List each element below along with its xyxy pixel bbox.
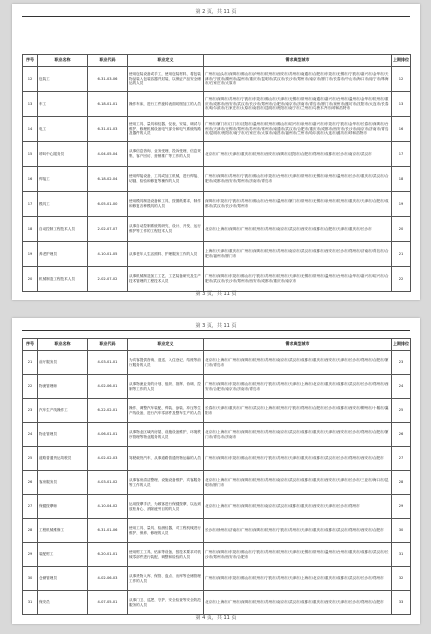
occupation-code: 4-10-01-05 xyxy=(88,242,128,267)
occupation-code: 2-02-07-07 xyxy=(88,217,128,242)
header-divider xyxy=(22,16,410,17)
table-row xyxy=(23,267,411,292)
occupation-definition: 使用钳工工具、钻床等设备，按技术要求对机械零部件进行装配、调整和检验的人员 xyxy=(128,543,204,567)
col-header-cities: 需求典型城市 xyxy=(204,339,392,351)
occupation-code: 2-02-07-02 xyxy=(88,267,128,292)
occupation-code: 4-07-05-01 xyxy=(88,591,128,615)
demand-cities: 北京市/上海市/广州市/深圳市/杭州市/苏州市/南京市/武汉市/成都市/重庆市/西安市/天津市/长沙市/郑州市/合肥市/厦门市/青岛市 xyxy=(204,351,392,375)
occupation-code: 4-03-01-02 xyxy=(88,471,128,495)
occupation-name: 前厅服务员 xyxy=(38,351,88,375)
table-row xyxy=(23,142,411,167)
occupation-definition: 为宾客提供咨询、迎送、入住登记、结账等前厅服务的人员 xyxy=(128,351,204,375)
occupation-name: 车工 xyxy=(38,92,88,117)
occupation-name: 呼叫中心服务员 xyxy=(38,142,88,167)
occupation-definition: 使用工具、量具和仪器、仪表，安装、调试与维护、修理机械设备电气部分和电气系统线路及器件的人员 xyxy=(128,117,204,142)
previous-rank: 29 xyxy=(392,495,411,519)
table-row xyxy=(23,92,411,117)
col-header-no: 序号 xyxy=(23,55,38,67)
occupation-name: 模具工 xyxy=(38,192,88,217)
occupation-code: 4-03-01-01 xyxy=(88,351,128,375)
previous-rank: 17 xyxy=(392,142,411,167)
occupation-name: 自动控制工程技术人员 xyxy=(38,217,88,242)
occupation-definition: 从事信息咨询、业务受理、投诉受理、信息采集、客户回访、营销推广等工作的人员 xyxy=(128,142,204,167)
document-page-1 xyxy=(12,4,420,300)
previous-rank: 27 xyxy=(392,447,411,471)
previous-rank: 31 xyxy=(392,543,411,567)
occupation-definition: 使用包装设备或手工，使用包装材料，将包装物品装入包装容器并封装，以保证产品安全储运的人员 xyxy=(128,67,204,92)
row-number: 16 xyxy=(23,167,38,192)
occupation-definition: 从事物流业务的计划、组织、指挥、协调、控制等工作的人员 xyxy=(128,375,204,399)
occupation-definition: 运用按摩手法，为顾客进行保健按摩，以达到放松身心、消除疲劳目的的人员 xyxy=(128,495,204,519)
occupation-definition: 操作、调整汽车装配、焊装、涂装、冲压等生产线设备，进行汽车零部件及整车生产的人员 xyxy=(128,399,204,423)
col-header-definition: 职业定义 xyxy=(128,339,204,351)
table-row xyxy=(23,192,411,217)
occupation-definition: 使用模具制造设备和工具，按图纸要求，制作和修复各种模具的人员 xyxy=(128,192,204,217)
occupation-code: 6-05-01-00 xyxy=(88,192,128,217)
col-header-name: 职业名称 xyxy=(38,55,88,67)
row-number: 24 xyxy=(23,423,38,447)
previous-rank: 30 xyxy=(392,519,411,543)
occupation-table xyxy=(22,338,411,615)
demand-cities: 深圳市/东莞市/宁波市/苏州市/佛山市/台州市/温州市/厦门市/常州市/无锡市/泉州市/杭州市/重庆市/天津市/合肥市/成都市/武汉市/长沙市/郑州市 xyxy=(204,192,392,217)
occupation-name: 养老护理员 xyxy=(38,242,88,267)
occupation-code: 6-31-01-06 xyxy=(88,519,128,543)
occupation-code: 4-02-06-03 xyxy=(88,567,128,591)
occupation-definition: 从事机械制造加工工艺、工艺装备研究及生产技术管理的工程技术人员 xyxy=(128,267,204,292)
page-header: 第 3 页，共 11 页 xyxy=(195,323,237,329)
col-header-code: 职业代码 xyxy=(88,55,128,67)
occupation-code: 4-06-01-01 xyxy=(88,423,128,447)
occupation-name: 道路普通货运驾驶员 xyxy=(38,447,88,471)
header-divider xyxy=(22,330,410,331)
previous-rank: 19 xyxy=(392,192,411,217)
occupation-name: 物流管理师 xyxy=(38,375,88,399)
row-number: 15 xyxy=(23,142,38,167)
table-body xyxy=(23,351,411,615)
table-header-row xyxy=(23,55,411,67)
table-row xyxy=(23,167,411,192)
occupation-code: 4-02-02-03 xyxy=(88,447,128,471)
demand-cities: 广州市/深圳市/苏州市/宁波市/佛山市/东莞市/台州市/天津市/常州市/无锡市/泉州市/温州市/长沙市/重庆市/武汉市/合肥市/成都市/西安市/郑州市/济南市/青岛市 xyxy=(204,167,392,192)
page-footer: 第 3 页，共 11 页 xyxy=(195,291,237,297)
occupation-definition: 使用工具、量具、检测仪器，对工程机械进行维护、保养、修理的人员 xyxy=(128,519,204,543)
previous-rank: 32 xyxy=(392,567,411,591)
occupation-name: 物业管理员 xyxy=(38,423,88,447)
table-row xyxy=(23,351,411,375)
occupation-name: 电工 xyxy=(38,117,88,142)
previous-rank: 16 xyxy=(392,117,411,142)
occupation-name: 仓储管理员 xyxy=(38,567,88,591)
col-header-rank: 上期排位 xyxy=(392,339,411,351)
row-number: 21 xyxy=(23,351,38,375)
col-header-rank: 上期排位 xyxy=(392,55,411,67)
demand-cities: 北京市/上海市/广州市/深圳市/杭州市/苏州市/南京市/武汉市/成都市/重庆市/天津市/西安市/长沙市/郑州市/合肥市/厦门市/青岛市/济南市 xyxy=(204,423,392,447)
table-row xyxy=(23,67,411,92)
occupation-name: 装配钳工 xyxy=(38,543,88,567)
occupation-code: 6-18-02-04 xyxy=(88,167,128,192)
col-header-cities: 需求典型城市 xyxy=(204,55,392,67)
occupation-name: 工程机械维修工 xyxy=(38,519,88,543)
demand-cities: 北京市/上海市/广州市/深圳市/杭州市/苏州市/南京市/武汉市/成都市/重庆市/西安市/天津市/长沙市/三亚市/海口市/昆明市/厦门市 xyxy=(204,471,392,495)
previous-rank: 22 xyxy=(392,267,411,292)
occupation-definition: 从事自动控制系统的研究、设计、开发、运行维护等工作的工程技术人员 xyxy=(128,217,204,242)
occupation-code: 6-22-02-01 xyxy=(88,399,128,423)
row-number: 30 xyxy=(23,567,38,591)
occupation-definition: 从事老年人生活照料、护理服务工作的人员 xyxy=(128,242,204,267)
table-row xyxy=(23,519,411,543)
table-body xyxy=(23,67,411,292)
table-row xyxy=(23,471,411,495)
previous-rank: 23 xyxy=(392,351,411,375)
previous-rank: 25 xyxy=(392,399,411,423)
occupation-name: 包装工 xyxy=(38,67,88,92)
row-number: 29 xyxy=(23,543,38,567)
previous-rank: 28 xyxy=(392,471,411,495)
table-row xyxy=(23,423,411,447)
occupation-definition: 从事客房清洁整理、设施设备维护、宾客服务等工作的人员 xyxy=(128,471,204,495)
demand-cities: 广州市/厦门市/江门市/沈阳市/温州市/杭州市/佛山市/绍兴市/泉州市/嘉兴市/东莞市/宁波市/金华市/长春市/深圳市/台州市/天津市/无锡市/郑州市/苏州市/常州市/南通市/武汉市/合肥市/重庆市/成都市/西安市/长沙市/南京市/济南市/青岛市/昆明市/贵阳市/南宁市/石家庄市/太原市/南昌市/福州市/兰州市/哈尔滨市/大连市/潍坊市/呼和浩特市 xyxy=(204,117,392,142)
table-row xyxy=(23,399,411,423)
occupation-definition: 操作车床，进行工件旋转表面切削加工的人员 xyxy=(128,92,204,117)
row-number: 18 xyxy=(23,217,38,242)
demand-cities: 广州市/深圳市/苏州市/宁波市/东莞市/佛山市/天津市/无锡市/常州市/南通市/嘉兴市/台州市/温州市/金华市/杭州市/重庆市/成都市/西安市/武汉市/长沙市/郑州市/合肥市/南京市/济南市/青岛市/厦门市/泉州市/潍坊市/沈阳市/大连市/长春市/哈尔滨市/石家庄市/太原市/南昌市/昆明市/贵阳市/南宁市/兰州市/乌鲁木齐市/呼和浩特市 xyxy=(204,92,392,117)
demand-cities: 广州市/深圳市/东莞市/佛山市/杭州市/宁波市/苏州市/天津市/上海市/北京市/重庆市/成都市/武汉市/长沙市/郑州市 xyxy=(204,567,392,591)
previous-rank: 26 xyxy=(392,423,411,447)
demand-cities: 长春市/天津市/重庆市/广州市/武汉市/上海市/杭州市/宁波市/郑州市/合肥市/长沙市/成都市/西安市/柳州市/十堰市/襄阳市 xyxy=(204,399,392,423)
row-number: 27 xyxy=(23,495,38,519)
row-number: 20 xyxy=(23,267,38,292)
page-header: 第 2 页，共 11 页 xyxy=(195,9,237,15)
demand-cities: 广州市/汕头市/深圳市/佛山市/泸州市/杭州市/西安市/苏州市/南通市/合肥市/东莞市/无锡市/宁波市/嘉兴市/金华市/天津市/宁波市/湖州市/温州市/重庆市/昆明市/武汉市/长沙市/郑州市/南京市/厦门市/长春市/中山市/海口市/南宁市/珠海市/石家庄市/太原市 xyxy=(204,67,392,92)
row-number: 22 xyxy=(23,375,38,399)
previous-rank: 33 xyxy=(392,591,411,615)
occupation-code: 6-18-01-01 xyxy=(88,92,128,117)
occupation-definition: 驾驶载货汽车，从事道路普通货物运输的人员 xyxy=(128,447,204,471)
previous-rank: 24 xyxy=(392,375,411,399)
occupation-code: 4-02-06-01 xyxy=(88,375,128,399)
occupation-name: 保健按摩师 xyxy=(38,495,88,519)
demand-cities: 北京市/上海市/深圳市/广州市/杭州市/苏州市/南京市/武汉市/西安市/成都市/合肥市/天津市/重庆市/长沙市 xyxy=(204,217,392,242)
row-number: 13 xyxy=(23,92,38,117)
occupation-table xyxy=(22,54,411,292)
occupation-code: 6-20-01-01 xyxy=(88,543,128,567)
table-row xyxy=(23,567,411,591)
table-row xyxy=(23,375,411,399)
col-header-name: 职业名称 xyxy=(38,339,88,351)
previous-rank: 18 xyxy=(392,167,411,192)
row-number: 12 xyxy=(23,67,38,92)
occupation-code: 4-10-04-02 xyxy=(88,495,128,519)
demand-cities: 广州市/深圳市/东莞市/佛山市/宁波市/苏州市/杭州市/天津市/无锡市/常州市/温州市/台州市/重庆市/成都市/武汉市/长沙市/郑州市/西安市/合肥市 xyxy=(204,543,392,567)
previous-rank: 12 xyxy=(392,67,411,92)
demand-cities: 广州市/深圳市/东莞市/佛山市/杭州市/宁波市/苏州市/天津市/上海市/北京市/重庆市/成都市/武汉市/长沙市/郑州市/西安市/合肥市/南京市/济南市/青岛市 xyxy=(204,375,392,399)
table-row xyxy=(23,495,411,519)
row-number: 31 xyxy=(23,591,38,615)
table-row xyxy=(23,217,411,242)
occupation-code: 6-31-03-06 xyxy=(88,67,128,92)
col-header-code: 职业代码 xyxy=(88,339,128,351)
demand-cities: 广州市/深圳市/东莞市/佛山市/杭州市/宁波市/苏州市/天津市/重庆市/成都市/武汉市/长沙市/郑州市/西安市/合肥市 xyxy=(204,447,392,471)
col-header-no: 序号 xyxy=(23,339,38,351)
occupation-definition: 从事门卫、巡逻、守护、安全检查等安全防范服务的人员 xyxy=(128,591,204,615)
occupation-code: 4-04-05-04 xyxy=(88,142,128,167)
row-number: 23 xyxy=(23,399,38,423)
demand-cities: 广州市/深圳市/东莞市/佛山市/宁波市/苏州市/杭州市/天津市/无锡市/常州市/温州市/台州市/金华市/嘉兴市/绍兴市/合肥市/武汉市/长沙市/郑州市/西安市/成都市/重庆市/南京市 xyxy=(204,267,392,292)
occupation-name: 客房服务员 xyxy=(38,471,88,495)
table-row xyxy=(23,591,411,615)
table-row xyxy=(23,447,411,471)
page-footer: 第 4 页，共 11 页 xyxy=(195,615,237,621)
demand-cities: 长沙市/徐州市/济南市/广州市/深圳市/杭州市/宁波市/苏州市/天津市/重庆市/成都市/武汉市/郑州市/西安市/合肥市 xyxy=(204,519,392,543)
document-page-2 xyxy=(12,318,420,624)
occupation-name: 汽车生产线操作工 xyxy=(38,399,88,423)
table-row xyxy=(23,242,411,267)
occupation-definition: 使用焊接设备，工具或加工机械，进行焊接、切割、检验和修复等操作的人员 xyxy=(128,167,204,192)
table-row xyxy=(23,543,411,567)
demand-cities: 北京市/广州市/天津市/重庆市/杭州市/西安市/深圳市/沈阳市/合肥市/郑州市/成都市/长沙市/南京市/武汉市 xyxy=(204,142,392,167)
demand-cities: 上海市/天津市/重庆市/广州市/深圳市/杭州市/苏州市/南京市/武汉市/成都市/西安市/长沙市/郑州市/济南市/青岛市/合肥市/福州市/厦门市 xyxy=(204,242,392,267)
occupation-name: 焊接工 xyxy=(38,167,88,192)
previous-rank: 20 xyxy=(392,217,411,242)
occupation-code: 6-31-01-03 xyxy=(88,117,128,142)
row-number: 17 xyxy=(23,192,38,217)
previous-rank: 21 xyxy=(392,242,411,267)
demand-cities: 北京市/上海市/广州市/深圳市/杭州市/南京市/武汉市/成都市/重庆市/西安市/天津市/长沙市/郑州市 xyxy=(204,495,392,519)
occupation-definition: 从事货物入库、保管、盘点、出库等仓储管理工作的人员 xyxy=(128,567,204,591)
row-number: 14 xyxy=(23,117,38,142)
demand-cities: 北京市/上海市/广州市/深圳市/杭州市/苏州市/南京市/武汉市/成都市/重庆市/西安市/天津市/长沙市/郑州市/合肥市 xyxy=(204,591,392,615)
previous-rank: 13 xyxy=(392,92,411,117)
row-number: 25 xyxy=(23,447,38,471)
row-number: 19 xyxy=(23,242,38,267)
col-header-definition: 职业定义 xyxy=(128,55,204,67)
row-number: 26 xyxy=(23,471,38,495)
occupation-name: 保安员 xyxy=(38,591,88,615)
row-number: 28 xyxy=(23,519,38,543)
occupation-name: 机械制造工程技术人员 xyxy=(38,267,88,292)
table-row xyxy=(23,117,411,142)
occupation-definition: 从事物业区域内房屋、设施设备维护，环境秩序管理等物业服务的人员 xyxy=(128,423,204,447)
table-header-row xyxy=(23,339,411,351)
